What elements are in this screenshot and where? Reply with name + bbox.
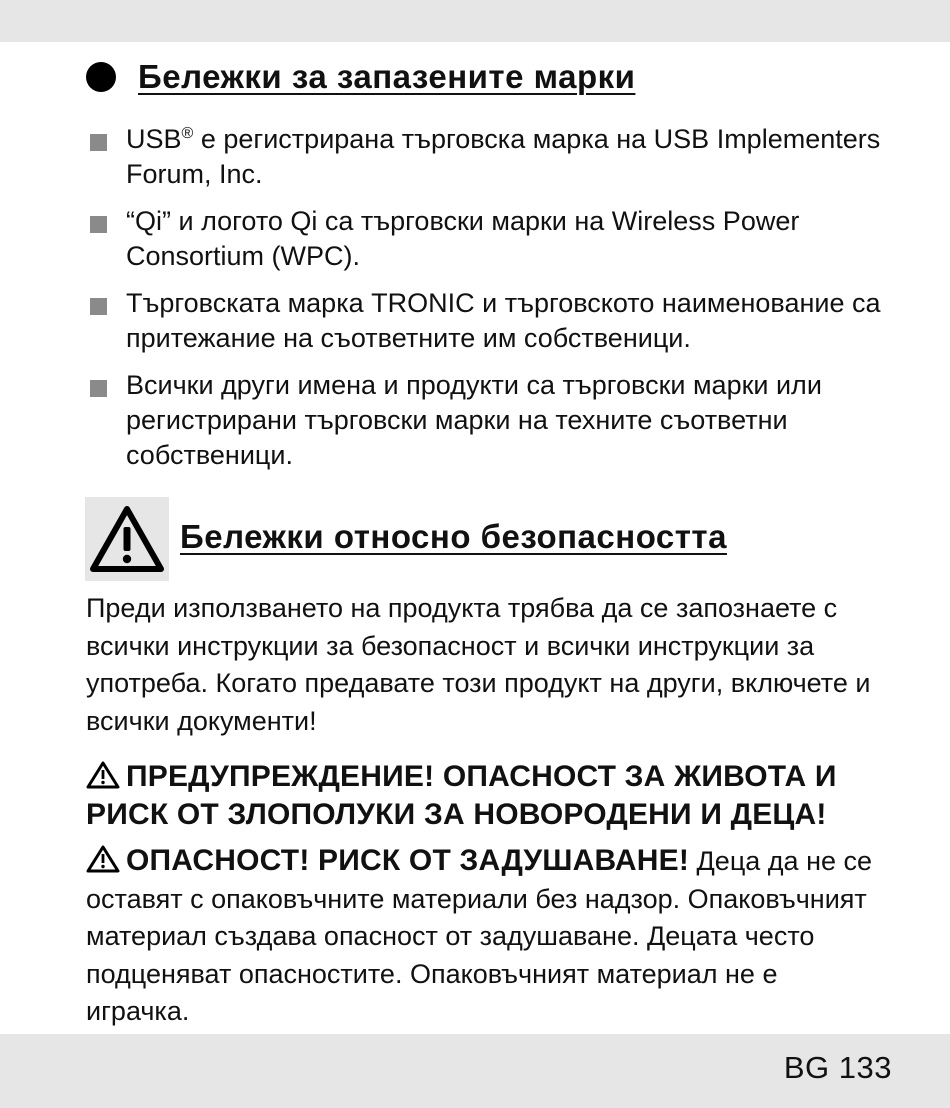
warning-triangle-icon <box>86 845 120 873</box>
safety-intro: Преди използването на продукта трябва да се запознаете с всички инструкции за безопасност и всички инструкции за употреба. Когато предавате този продукт на други, включете и всички документи! <box>86 593 871 736</box>
danger-label: ОПАСНОСТ! РИСК ОТ ЗАДУШАВАНЕ! <box>126 844 690 877</box>
danger-text: Деца да не се оставят с опаковъчните материали без надзор. Опаковъчният материал създава опасност от задушаване. Децата често подценяват опасностите. Опаковъчният материал не е играчка. <box>86 846 873 1026</box>
square-bullet-icon <box>90 380 107 397</box>
list-item: “Qi” и логото Qi са търговски марки на Wireless Power Consortium (WPC). <box>88 204 898 274</box>
list-item: Всички други имена и продукти са търговски марки или регистрирани търговски марки на техните съответни собственици. <box>88 368 898 473</box>
top-band <box>0 0 950 42</box>
page-number: BG 133 <box>783 1050 892 1085</box>
list-item: USB® е регистрирана търговска марка на USB Implementers Forum, Inc. <box>88 122 898 192</box>
square-bullet-icon <box>90 216 107 233</box>
circle-bullet-icon <box>86 62 116 92</box>
trademarks-title: Бележки за запазените марки <box>138 58 636 95</box>
danger-paragraph <box>86 842 886 1031</box>
trademarks-list <box>88 122 898 485</box>
safety-title: Бележки относно безопасността <box>180 518 727 555</box>
trademarks-heading <box>86 58 635 96</box>
warning-triangle-icon <box>86 761 120 789</box>
square-bullet-icon <box>90 298 107 315</box>
warning-triangle-icon <box>85 497 169 581</box>
warning-heading: ПРЕДУПРЕЖДЕНИЕ! ОПАСНОСТ ЗА ЖИВОТА И РИСК ОТ ЗЛОПОЛУКИ ЗА НОВОРОДЕНИ И ДЕЦА! <box>86 760 837 831</box>
square-bullet-icon <box>90 134 107 151</box>
list-item: Търговската марка TRONIC и търговското наименование са притежание на съответните им собственици. <box>88 286 898 356</box>
